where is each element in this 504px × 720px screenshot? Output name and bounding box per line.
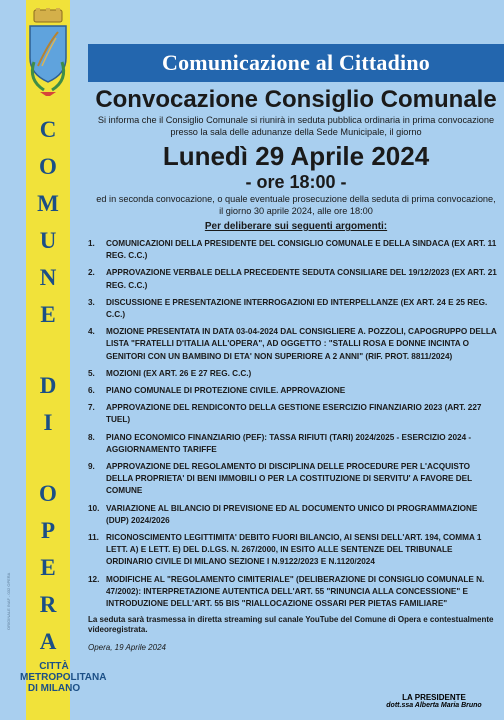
- agenda-heading: Per deliberare sui seguenti argomenti:: [204, 221, 388, 232]
- agenda-item: [88, 402, 504, 426]
- agenda-item: [88, 574, 504, 611]
- agenda-item-text: MOZIONE PRESENTATA IN DATA 03-04-2024 DAL CONSIGLIERE A. POZZOLI, CAPOGRUPPO DELLA LISTA "FRATELLI D'ITALIA ALL'OPERA", AD OGGETTO : "STALLI ROSA E DONNE INCINTA O GENITORI CON UN BAMBINO DI ETA' NON SUPERIORE A 2 ANNI" (RIF. PROT. 8811/2024): [106, 327, 497, 361]
- sidebar-letters: [26, 118, 70, 653]
- sidebar-letter: C: [39, 117, 57, 142]
- agenda-item-text: APPROVAZIONE DEL RENDICONTO DELLA GESTIONE ESERCIZIO FINANZIARIO 2023 (ART. 227 TUEL): [106, 403, 482, 425]
- intro-text: Si informa che il Consiglio Comunale si riunirà in seduta pubblica ordinaria in prima convocazione presso la sala delle adunanze della Sede Municipale, il giorno: [97, 115, 495, 137]
- agenda-item-number: 6.: [88, 386, 95, 396]
- agenda-item: [88, 461, 504, 498]
- second-convocation-text: ed in seconda convocazione, o quale eventuale prosecuzione della seduta di prima convocazione, il giorno 30 aprile 2024, alle ore 18:00: [96, 194, 496, 216]
- meeting-date: Lunedì 29 Aprile 2024: [162, 141, 430, 171]
- agenda-item-number: 5.: [88, 368, 95, 378]
- agenda-item-number: 3.: [88, 297, 95, 307]
- agenda-item-text: APPROVAZIONE VERBALE DELLA PRECEDENTE SEDUTA CONSILIARE DEL 19/12/2023 (EX ART. 21 REG. C.C.): [106, 268, 497, 290]
- meeting-hour: - ore 18:00 -: [245, 172, 347, 192]
- agenda-item-number: 8.: [88, 432, 95, 442]
- city-line: DI MILANO: [27, 683, 81, 694]
- agenda-item-text: PIANO ECONOMICO FINANZIARIO (PEF): TASSA RIFIUTI (TARI) 2024/2025 - ESERCIZIO 2024 - AGGIORNAMENTO TARIFFE: [106, 432, 472, 454]
- agenda-item-text: VARIAZIONE AL BILANCIO DI PREVISIONE ED AL DOCUMENTO UNICO DI PROGRAMMAZIONE (DUP) 2024/2026: [106, 503, 478, 525]
- agenda-item-number: 10.: [88, 503, 100, 513]
- agenda-item-text: APPROVAZIONE DEL REGOLAMENTO DI DISCIPLINA DELLE PROCEDURE PER L'ACQUISTO DELLA PROPRIETA' DI BENI IMMOBILI O PER LA COSTITUZIONE DI SERVITU' A FAVORE DEL COMUNE: [106, 462, 472, 496]
- sidebar-letter: M: [37, 191, 59, 216]
- sidebar-letter: U: [39, 228, 57, 253]
- sidebar-letter: E: [40, 302, 56, 327]
- agenda-item: [88, 432, 504, 456]
- agenda-item-text: RICONOSCIMENTO LEGITTIMITA' DEBITO FUORI BILANCIO, AI SENSI DELL'ART. 194, COMMA 1 LETT. A) E LETT. E) DEL D.LGS. N. 267/2000, IN ESITO ALLE SENTENZE DEL TRIBUNALE ORDINARIO CIVILE DI MILANO SEZIONE I N.9122/2023 E N.1120/2024: [106, 533, 482, 567]
- agenda-item-text: MODIFICHE AL "REGOLAMENTO CIMITERIALE" (DELIBERAZIONE DI CONSIGLIO COMUNALE N. 47/2002): INTERPRETAZIONE AUTENTICA DELL'ART. 55 "RINUNCIA ALLA CONCESSIONE" E INTRODUZIONE DELL'ART. 55 BIS "RIALLOCAZIONE OSSARI PER PIETAS FAMILIARE": [106, 574, 485, 609]
- agenda-item-number: 4.: [88, 327, 95, 337]
- agenda-item-text: COMUNICAZIONI DELLA PRESIDENTE DEL CONSIGLIO COMUNALE E DELLA SINDACA (EX ART. 11 REG. C.C.): [106, 239, 497, 261]
- agenda-item: [88, 385, 504, 397]
- agenda-item: [88, 238, 504, 262]
- city-metropolitan-label: [20, 661, 107, 694]
- agenda-item-text: DISCUSSIONE E PRESENTAZIONE INTERROGAZIONI ED INTERPELLANZE (EX ART. 24 E 25 REG. C.C.): [106, 297, 488, 320]
- agenda-list: [88, 238, 504, 610]
- sidebar-letter: D: [39, 373, 57, 398]
- city-line: METROPOLITANA: [20, 672, 107, 683]
- sidebar-letter: I: [43, 410, 53, 435]
- agenda-item: [88, 532, 504, 569]
- sidebar-letter: E: [40, 555, 56, 580]
- header-title: Comunicazione al Cittadino: [162, 50, 430, 75]
- sidebar-letter: O: [39, 481, 57, 506]
- sidebar-letter: O: [39, 154, 57, 179]
- signer-name: dott.ssa Alberta Maria Bruno: [386, 702, 482, 709]
- agenda-item-number: 1.: [88, 239, 95, 248]
- print-note: ORIGINALE INAF - 032 OPERA: [6, 572, 11, 630]
- agenda-item: [88, 503, 504, 527]
- agenda-item-number: 7.: [88, 403, 95, 413]
- signer-role: LA PRESIDENTE: [402, 693, 466, 702]
- agenda-item: [88, 368, 504, 380]
- agenda-item: [88, 326, 504, 363]
- municipal-crest-icon: [20, 8, 76, 100]
- sidebar-letter: P: [40, 518, 56, 543]
- agenda-item-text: MOZIONI (EX ART. 26 E 27 REG. C.C.): [106, 368, 252, 378]
- agenda-item: [88, 267, 504, 291]
- footer-date: Opera, 19 Aprile 2024: [88, 643, 166, 653]
- sidebar-letter: R: [39, 592, 57, 617]
- agenda-item-number: 9.: [88, 462, 95, 472]
- signature-block: [384, 693, 484, 709]
- agenda-item-number: 12.: [88, 574, 100, 584]
- sidebar-letter: N: [39, 265, 57, 290]
- agenda-item-number: 11.: [88, 533, 99, 543]
- notice-content: [88, 86, 504, 652]
- agenda-item-number: 2.: [88, 268, 95, 278]
- agenda-item: [88, 297, 504, 321]
- header-banner: [88, 44, 504, 82]
- sidebar-letter: A: [39, 629, 57, 654]
- city-line: CITTÀ: [39, 661, 69, 672]
- streaming-note: La seduta sarà trasmessa in diretta streaming sul canale YouTube del Comune di Opera e contestualmente videoregistrata.: [88, 615, 494, 635]
- notice-title: Convocazione Consiglio Comunale: [95, 86, 497, 113]
- agenda-item-text: PIANO COMUNALE DI PROTEZIONE CIVILE. APPROVAZIONE: [106, 386, 346, 396]
